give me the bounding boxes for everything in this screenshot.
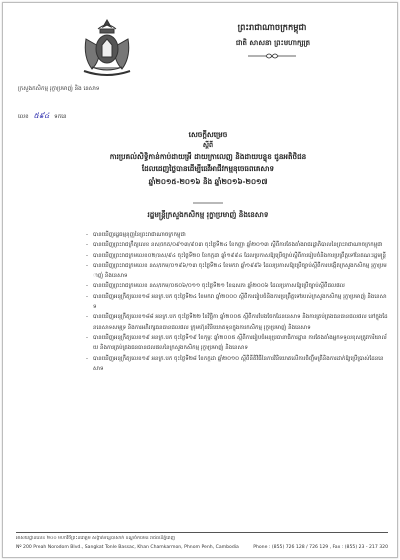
list-item: - បានឃើញអនុក្រឹត្យលេខ១៩ អនក្រ.បក ចុះថ្ងៃទី១៩ ខែកុម្ភៈ ឆ្នាំ២០០៥ ស្ដីពីការរៀបចំអនុប្រធានាធិការដ្ឋាន ការតែងតាំងអ្នកទទួលខុសត្រូវការិយាល័យ និងការគ្រប់គ្រងធនធានជលផលនៃក្រសួងកសិកម្ម រុក្ខាប្រមាញ់ និងនេសាទ [86, 333, 388, 354]
list-item: - បានឃើញព្រះរាជក្រមលេខ នស/រកម/០១៩៦/១៣ ចុះថ្ងៃទី២៤ ខែមករា ឆ្នាំ១៩៩៦ ដែលប្រកាសឱ្យប្រើច្បាប់ស្ដីពីការបង្កើតក្រសួងកសិកម្ម រុក្ខាប្រមាញ់ និងនេសាទ [86, 261, 388, 282]
footer-address: Nº 200 Preah Norodom Blvd., Sangkat Tonle Bassac, Khan Chamkarmon, Phnom Penh, Cambodia [16, 545, 239, 550]
decision-on-label: ស្ដីពី [202, 141, 214, 149]
decision-subject-line2: ដែលដេញថ្លៃបានដើម្បីធេវីអាជីវកម្មនុចេធពគេសាទ [141, 164, 275, 173]
kingdom-title: ព្រះរាជាណាចក្រកម្ពុជា [237, 22, 307, 32]
section-divider-icon [193, 200, 223, 206]
list-item: - បានឃើញអនុក្រឹត្យលេខ១៨៨ អនក្រ.បក ចុះថ្ងៃទី២២ ខែវិច្ឆិកា ឆ្នាំ២០០៥ ស្ដីពីការបែងចែកដែននេសាទ និងការគ្រប់គ្រងធនធានជលផល នៅក្នុងដែននេសាទសមុទ្រ និងការអភិរក្សធនធានជលផល ក្រុមហ៊ុនវិនិយោគទុនក្នុងការកសិកម្ម រុក្ខាប្រមាញ់ និងនេសាទ [86, 312, 388, 333]
document-frame [2, 2, 398, 558]
list-item: - បានឃើញរដ្ឋធម្មនុញ្ញនៃព្រះរាជាណាចក្រកម្ពុជា [86, 230, 388, 240]
decision-subject-line1: ការប្រគល់សិទ្ធិកាន់កាប់ដាយអ្រឹ ដាយក្រាលេញ និងដាយបន្ទុខ ជូនអតិថិជន [109, 152, 307, 161]
document-number [18, 111, 67, 122]
list-item: - បានឃើញព្រះរាជក្រមលេខ នស/រកម/០៥០៦/០១១ ចុះថ្ងៃទី២១ ខែឧសភា ឆ្នាំ២០០៦ ដែលប្រកាសឱ្យប្រើច្បាប់ស្ដីពីជលផល [86, 281, 388, 291]
document-page [8, 8, 396, 556]
decision-title: សេចក្ដីសម្រេច [188, 130, 228, 139]
ministry-name: ក្រសួងកសិកម្ម រុក្ខាប្រមាញ់ និង នេសាទ [18, 86, 100, 92]
royal-emblem-icon [78, 17, 136, 79]
footer-phone: Phone : (855) 726 128 / 726 129 , Fax : (855) 23 - 217 320 [253, 545, 388, 550]
minister-authority: រដ្ឋមន្ត្រីក្រសួងកសិកម្ម រុក្ខាប្រមាញ់ និងនេសាទ [147, 210, 269, 219]
legal-references-list [86, 230, 388, 374]
list-item: - បានឃើញអនុក្រឹត្យលេខ១៨ អនក្រ.បក ចុះថ្ងៃទី២៤ ខែមករា ឆ្នាំ២០០០ ស្ដីពីការរៀបចំនិងការប្រព្រឹត្តទៅរបស់ក្រសួងកសិកម្ម រុក្ខាប្រមាញ់ និងនេសាទ [86, 292, 388, 313]
number-prefix: លេខ [18, 114, 29, 120]
ornament-divider-icon [246, 52, 298, 60]
footer-divider [16, 532, 388, 533]
decision-subject-line3: ឆ្នាំ២០១៥-២០១៦ និង ឆ្នាំ២០១៦-២០១៧ [148, 177, 268, 186]
list-item: - បានឃើញព្រះរាជក្រមលេខ០២/នស/៩៤ ចុះថ្ងៃទី២០ ខែកក្កដា ឆ្នាំ១៩៩៤ ដែលប្រកាសឱ្យប្រើច្បាប់ស្ដីពីការរៀបចំនិងការប្រព្រឹត្តទៅនៃគណៈរដ្ឋមន្ត្រី [86, 251, 388, 261]
handwritten-number: ៥៩៤ [33, 111, 50, 120]
number-suffix: ទកនេ [54, 114, 67, 120]
list-item: - បានឃើញអនុក្រឹត្យលេខ១៩ អនក្រ.បក ចុះថ្ងៃទី២៨ ខែកក្កដា ឆ្នាំ២០១០ ស្ដីពីនីតិវិធីនៃការវិនិយោគលើការចិញ្ចឹមត្រីនិងការដាក់ឱ្យប្រើប្រាស់ដែននេសាទ [86, 354, 388, 375]
national-motto: ជាតិ សាសនា ព្រះមហាក្សត្រ [235, 38, 311, 47]
footer-khmer-address: អាសយដ្ឋានលេខ ២០០ មហាវិថីព្រះនរោត្តម សង្កាត់ទន្លេបាសាក់ ខណ្ឌចំការមន រាជធានីភ្នំពេញ [16, 536, 175, 541]
list-item: - បានឃើញព្រះរាជក្រឹត្យលេខ នស/រកត/០៩១៣/៩០៣ ចុះថ្ងៃទី២៤ ខែកញ្ញា ឆ្នាំ២០១៣ ស្ដីពីការតែងតាំងរាជរដ្ឋាភិបាលនៃព្រះរាជាណាចក្រកម្ពុជា [86, 240, 388, 250]
